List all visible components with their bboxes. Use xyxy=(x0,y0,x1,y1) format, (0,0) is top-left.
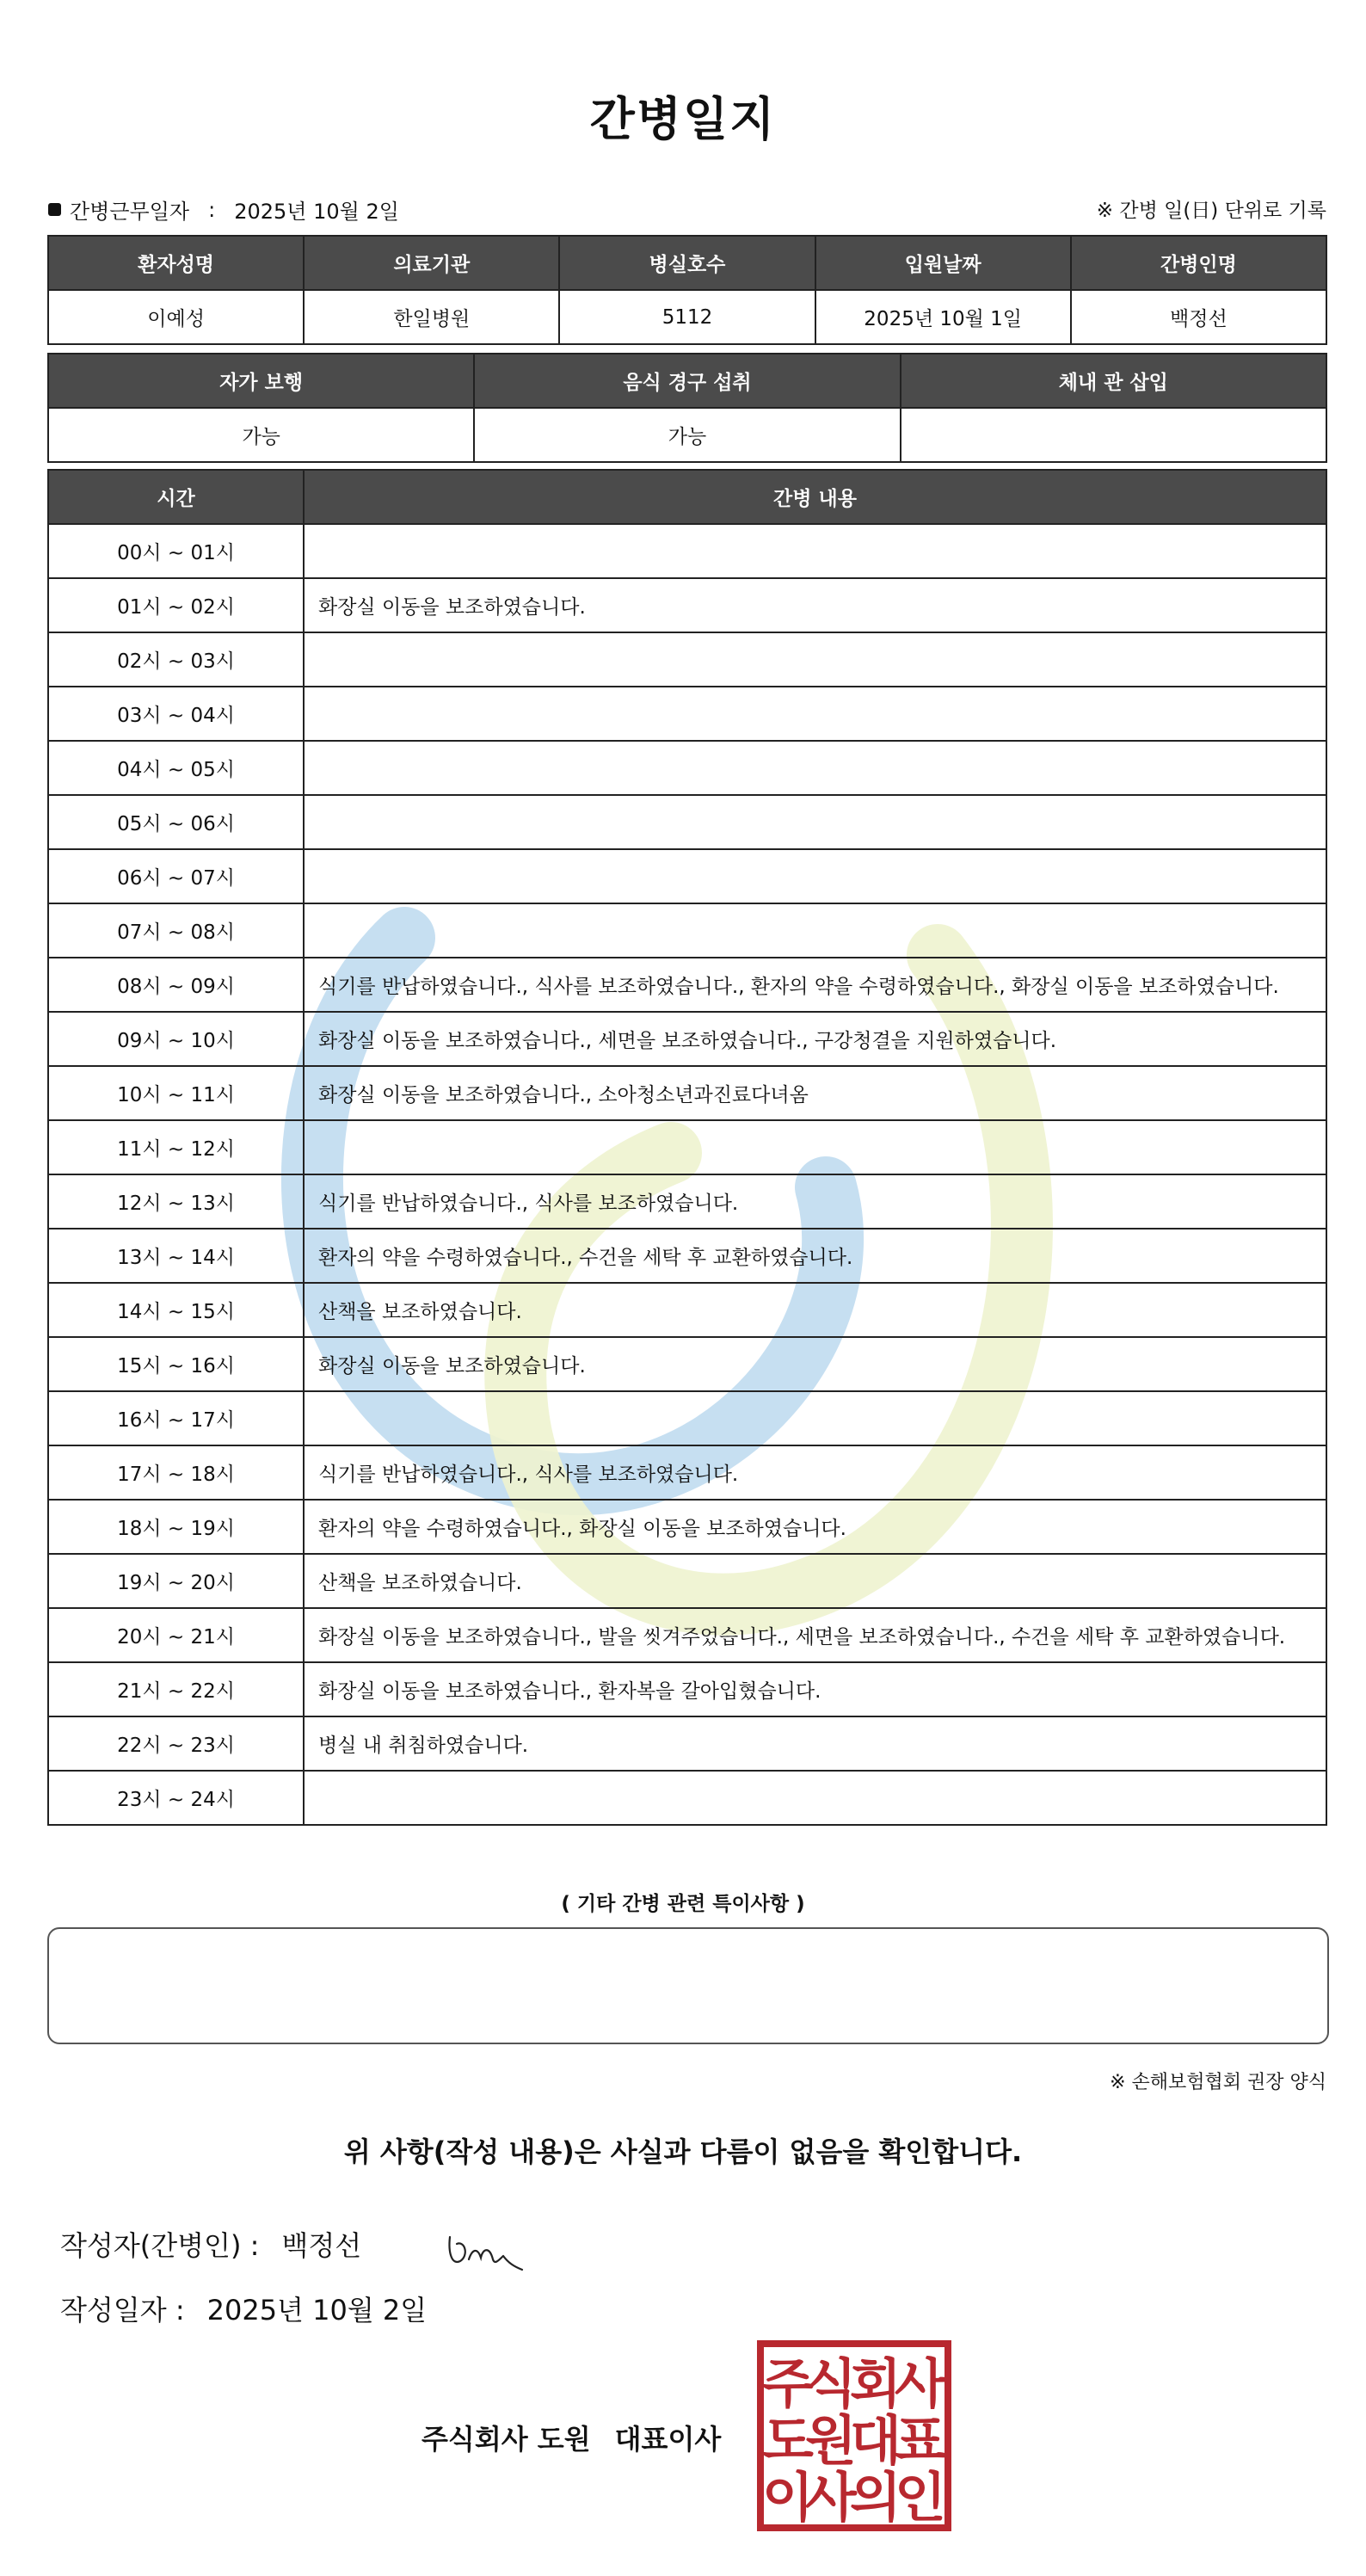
time-cell: 10시 ~ 11시 xyxy=(48,1066,304,1120)
table-row xyxy=(48,1066,1326,1120)
svg-text:원: 원 xyxy=(805,2409,857,2472)
time-cell: 21시 ~ 22시 xyxy=(48,1662,304,1716)
table-row xyxy=(48,1120,1326,1174)
time-cell: 03시 ~ 04시 xyxy=(48,687,304,741)
content-cell: 산책을 보조하였습니다. xyxy=(304,1283,1326,1337)
table-row xyxy=(48,1608,1326,1662)
time-cell: 12시 ~ 13시 xyxy=(48,1174,304,1229)
content-cell: 식기를 반납하였습니다., 식사를 보조하였습니다. xyxy=(304,1174,1326,1229)
content-cell: 화장실 이동을 보조하였습니다., 환자복을 갈아입혔습니다. xyxy=(304,1662,1326,1716)
table-row xyxy=(48,1229,1326,1283)
content-cell xyxy=(304,632,1326,687)
content-cell: 화장실 이동을 보조하였습니다. xyxy=(304,1337,1326,1391)
tube-insertion-value xyxy=(901,408,1326,462)
care-log-table xyxy=(47,469,1327,1826)
time-cell: 17시 ~ 18시 xyxy=(48,1445,304,1500)
room-number: 5112 xyxy=(559,290,815,344)
table-row xyxy=(48,1391,1326,1445)
caregiver-name: 백정선 xyxy=(1071,290,1326,344)
content-cell: 산책을 보조하였습니다. xyxy=(304,1554,1326,1608)
content-cell: 화장실 이동을 보조하였습니다., 발을 씻겨주었습니다., 세면을 보조하였습니다., 수건을 세탁 후 교환하였습니다. xyxy=(304,1608,1326,1662)
time-cell: 18시 ~ 19시 xyxy=(48,1500,304,1554)
table-row xyxy=(48,632,1326,687)
remarks-box xyxy=(47,1927,1329,2044)
table-row xyxy=(48,524,1326,578)
remarks-title: ( 기타 간병 관련 특이사항 ) xyxy=(561,1893,805,1915)
work-date-label: 간병근무일자 xyxy=(70,200,190,224)
svg-text:주: 주 xyxy=(762,2352,814,2415)
content-cell: 병실 내 취침하였습니다. xyxy=(304,1716,1326,1771)
writer-name: 백정선 xyxy=(281,2229,362,2262)
time-cell: 04시 ~ 05시 xyxy=(48,741,304,795)
time-cell: 07시 ~ 08시 xyxy=(48,903,304,958)
svg-text:도: 도 xyxy=(762,2409,814,2472)
time-cell: 06시 ~ 07시 xyxy=(48,849,304,903)
content-cell xyxy=(304,1771,1326,1825)
table-row xyxy=(48,741,1326,795)
status-header: 음식 경구 섭취 xyxy=(474,354,900,408)
self-walking-value: 가능 xyxy=(48,408,474,462)
time-cell: 19시 ~ 20시 xyxy=(48,1554,304,1608)
time-cell: 01시 ~ 02시 xyxy=(48,578,304,632)
info-header: 입원날짜 xyxy=(815,236,1071,290)
writer-line xyxy=(60,2224,361,2264)
status-header: 자가 보행 xyxy=(48,354,474,408)
table-row xyxy=(48,578,1326,632)
write-date-value: 2025년 10월 2일 xyxy=(206,2294,428,2326)
time-cell: 13시 ~ 14시 xyxy=(48,1229,304,1283)
time-cell: 02시 ~ 03시 xyxy=(48,632,304,687)
content-header: 간병 내용 xyxy=(304,470,1326,524)
table-row xyxy=(48,1283,1326,1337)
patient-info-table xyxy=(47,235,1327,345)
content-cell: 식기를 반납하였습니다., 식사를 보조하였습니다. xyxy=(304,1445,1326,1500)
table-row xyxy=(48,1445,1326,1500)
content-cell xyxy=(304,903,1326,958)
svg-text:회: 회 xyxy=(850,2352,901,2415)
content-cell: 환자의 약을 수령하였습니다., 화장실 이동을 보조하였습니다. xyxy=(304,1500,1326,1554)
content-cell xyxy=(304,524,1326,578)
info-header: 환자성명 xyxy=(48,236,304,290)
svg-text:인: 인 xyxy=(895,2466,946,2529)
content-cell xyxy=(304,741,1326,795)
company-line xyxy=(421,2418,721,2457)
record-unit-note: ※ 간병 일(日) 단위로 기록 xyxy=(1096,200,1326,222)
svg-text:의: 의 xyxy=(850,2466,901,2529)
table-row xyxy=(48,1174,1326,1229)
info-header: 간병인명 xyxy=(1071,236,1326,290)
content-cell xyxy=(304,1391,1326,1445)
confirm-statement: 위 사항(작성 내용)은 사실과 다름이 없음을 확인합니다. xyxy=(343,2135,1023,2168)
content-cell xyxy=(304,687,1326,741)
writer-label: 작성자(간병인) : xyxy=(60,2229,260,2262)
table-row xyxy=(48,687,1326,741)
work-date-sep: : xyxy=(208,197,216,222)
time-cell: 09시 ~ 10시 xyxy=(48,1012,304,1066)
table-row xyxy=(48,903,1326,958)
svg-text:표: 표 xyxy=(895,2409,946,2472)
oral-intake-value: 가능 xyxy=(474,408,900,462)
write-date-label: 작성일자 : xyxy=(60,2294,185,2326)
recommend-note: ※ 손해보험협회 권장 양식 xyxy=(1110,2072,1326,2093)
content-cell: 환자의 약을 수령하였습니다., 수건을 세탁 후 교환하였습니다. xyxy=(304,1229,1326,1283)
table-row xyxy=(48,1337,1326,1391)
handwritten-signature xyxy=(443,2218,529,2278)
svg-text:사: 사 xyxy=(805,2466,857,2529)
time-cell: 20시 ~ 21시 xyxy=(48,1608,304,1662)
bullet-square-icon xyxy=(48,203,61,216)
work-date-line xyxy=(48,194,399,225)
table-row xyxy=(48,1771,1326,1825)
time-cell: 00시 ~ 01시 xyxy=(48,524,304,578)
write-date-line xyxy=(60,2289,427,2328)
table-row xyxy=(48,1500,1326,1554)
table-row xyxy=(48,795,1326,849)
time-cell: 08시 ~ 09시 xyxy=(48,958,304,1012)
info-header: 의료기관 xyxy=(304,236,559,290)
table-row xyxy=(48,849,1326,903)
patient-name: 이예성 xyxy=(48,290,304,344)
table-row xyxy=(48,1716,1326,1771)
content-cell xyxy=(304,795,1326,849)
time-header: 시간 xyxy=(48,470,304,524)
company-title: 대표이사 xyxy=(614,2423,722,2456)
hospital-name: 한일병원 xyxy=(304,290,559,344)
time-cell: 05시 ~ 06시 xyxy=(48,795,304,849)
time-cell: 22시 ~ 23시 xyxy=(48,1716,304,1771)
company-seal-icon xyxy=(755,2339,953,2533)
time-cell: 11시 ~ 12시 xyxy=(48,1120,304,1174)
time-cell: 16시 ~ 17시 xyxy=(48,1391,304,1445)
svg-text:대: 대 xyxy=(850,2409,901,2472)
table-row xyxy=(48,958,1326,1012)
content-cell: 화장실 이동을 보조하였습니다., 소아청소년과진료다녀옴 xyxy=(304,1066,1326,1120)
work-date-value: 2025년 10월 2일 xyxy=(234,200,399,224)
content-cell: 식기를 반납하였습니다., 식사를 보조하였습니다., 환자의 약을 수령하였습니다., 화장실 이동을 보조하였습니다. xyxy=(304,958,1326,1012)
time-cell: 23시 ~ 24시 xyxy=(48,1771,304,1825)
patient-status-table xyxy=(47,353,1327,463)
content-cell xyxy=(304,1120,1326,1174)
svg-text:사: 사 xyxy=(895,2352,946,2415)
table-row xyxy=(48,1554,1326,1608)
content-cell: 화장실 이동을 보조하였습니다. xyxy=(304,578,1326,632)
content-cell xyxy=(304,849,1326,903)
table-row xyxy=(48,1662,1326,1716)
admission-date: 2025년 10월 1일 xyxy=(815,290,1071,344)
time-cell: 15시 ~ 16시 xyxy=(48,1337,304,1391)
company-name: 주식회사 도원 xyxy=(421,2423,591,2456)
content-cell: 화장실 이동을 보조하였습니다., 세면을 보조하였습니다., 구강청결을 지원하였습니다. xyxy=(304,1012,1326,1066)
table-row xyxy=(48,1012,1326,1066)
time-cell: 14시 ~ 15시 xyxy=(48,1283,304,1337)
info-header: 병실호수 xyxy=(559,236,815,290)
svg-text:이: 이 xyxy=(762,2466,814,2529)
status-header: 체내 관 삽입 xyxy=(901,354,1326,408)
page-title: 간병일지 xyxy=(589,92,777,146)
svg-text:식: 식 xyxy=(805,2352,857,2415)
